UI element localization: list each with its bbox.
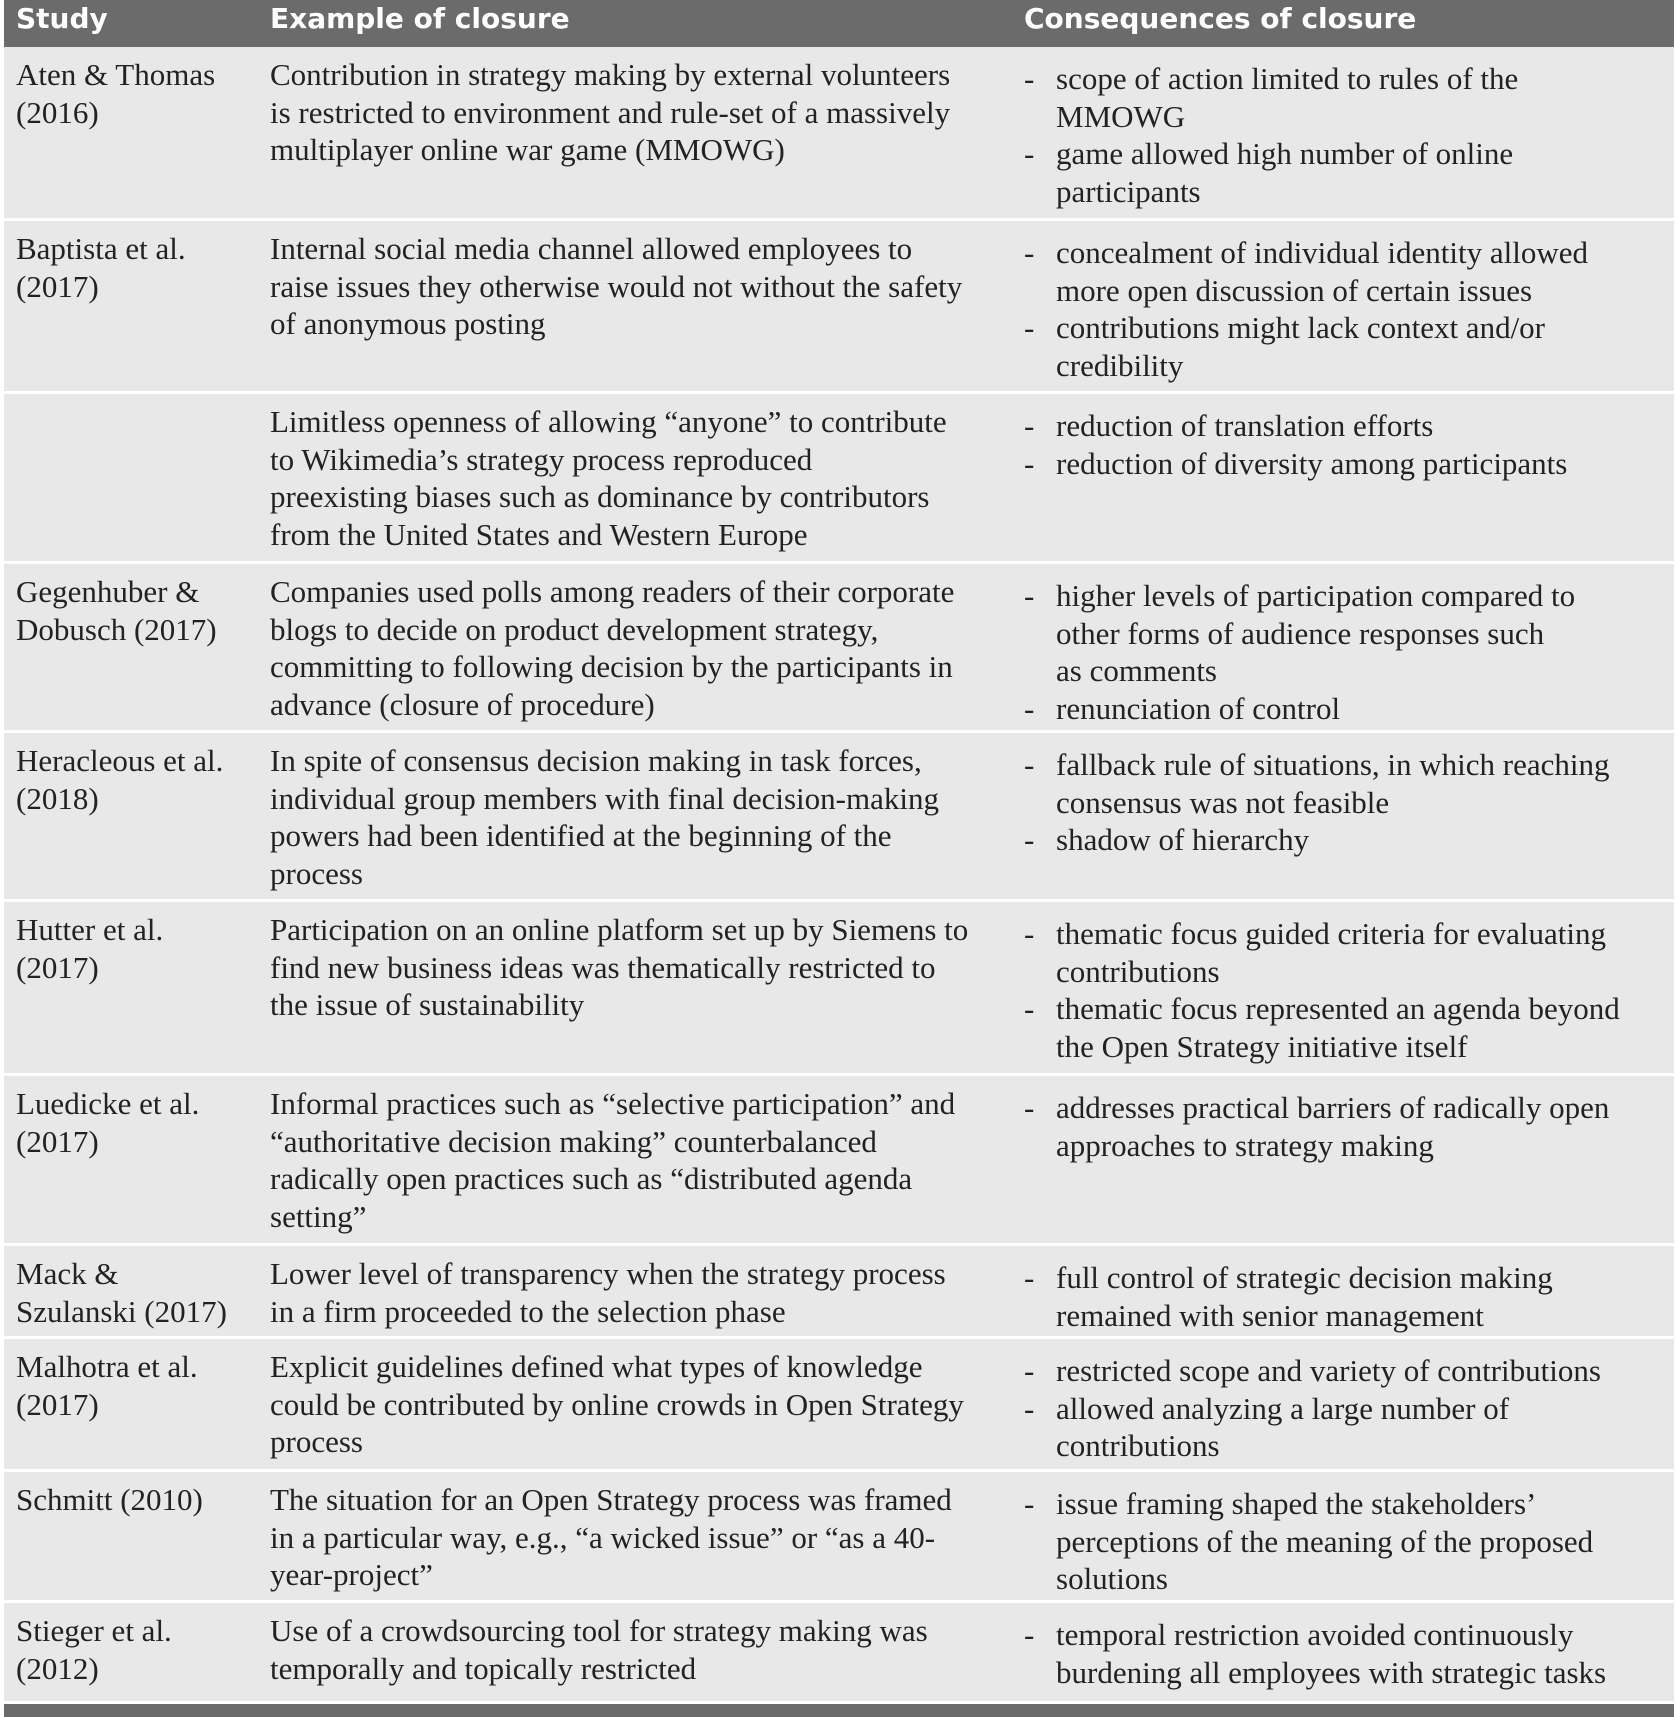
table-row — [4, 733, 1674, 902]
text-line: (2016) — [16, 94, 99, 130]
text-line: Use of a crowdsourcing tool for strategy making was — [270, 1613, 928, 1648]
text-line: process — [270, 855, 363, 891]
consequences-cell — [1024, 394, 1674, 482]
text-line: Gegenhuber & — [16, 574, 200, 609]
study-cell — [16, 733, 261, 817]
text-line: to Wikimedia’s strategy process reproduced — [270, 441, 813, 477]
text-line: in a firm proceeded to the selection phase — [270, 1293, 786, 1329]
dash-bullet-icon: - — [1024, 445, 1035, 481]
consequence-item — [1024, 990, 1674, 1065]
text-line: other forms of audience responses such — [1056, 615, 1545, 651]
text-line: burdening all employees with strategic tasks — [1056, 1654, 1607, 1690]
text-line: The situation for an Open Strategy process was framed — [270, 1482, 952, 1517]
text-line: Contribution in strategy making by external volunteers — [270, 57, 951, 92]
consequence-item — [1024, 1089, 1674, 1164]
text-line: from the United States and Western Europe — [270, 516, 808, 552]
text-line: (2017) — [16, 949, 99, 985]
example-cell — [270, 1076, 1010, 1235]
example-cell — [270, 902, 1010, 1024]
consequences-cell — [1024, 733, 1674, 859]
text-line: (2017) — [16, 268, 99, 304]
dash-bullet-icon: - — [1024, 1090, 1035, 1125]
table-header — [4, 0, 1674, 47]
text-line: concealment of individual identity allowed — [1056, 235, 1589, 270]
text-line: Participation on an online platform set up by Siemens to — [270, 912, 969, 947]
text-line: credibility — [1056, 347, 1184, 383]
text-line: advance (closure of procedure) — [270, 686, 655, 722]
text-line: the Open Strategy initiative itself — [1056, 1028, 1468, 1064]
text-line: Aten & Thomas — [16, 57, 216, 92]
text-line: contributions — [1056, 1428, 1220, 1463]
example-cell — [270, 1246, 1010, 1330]
consequence-item — [1024, 577, 1674, 690]
dash-bullet-icon: - — [1024, 991, 1035, 1026]
text-line: Informal practices such as “selective participation” and — [270, 1086, 956, 1121]
table-row — [4, 902, 1674, 1076]
text-line: Limitless openness of allowing “anyone” to contribute — [270, 404, 947, 439]
consequence-item — [1024, 1485, 1674, 1598]
text-line: thematic focus guided criteria for evaluating — [1056, 916, 1607, 951]
text-line: preexisting biases such as dominance by contributors — [270, 479, 930, 514]
text-line: of anonymous posting — [270, 306, 546, 341]
dash-bullet-icon: - — [1024, 235, 1035, 270]
text-line: remained with senior management — [1056, 1297, 1484, 1333]
text-line: scope of action limited to rules of the — [1056, 61, 1519, 96]
text-line: individual group members with final decision-making — [270, 780, 939, 816]
text-line: fallback rule of situations, in which reaching — [1056, 747, 1610, 782]
consequence-item — [1024, 1390, 1674, 1465]
text-line: approaches to strategy making — [1056, 1127, 1434, 1163]
consequence-item — [1024, 407, 1674, 445]
dash-bullet-icon: - — [1024, 310, 1035, 345]
header-study: Study — [16, 2, 108, 35]
text-line: setting” — [270, 1198, 367, 1234]
consequence-item — [1024, 915, 1674, 990]
text-line: Schmitt (2010) — [16, 1482, 203, 1517]
text-line: Malhotra et al. — [16, 1349, 198, 1384]
example-cell — [270, 1603, 1010, 1687]
table-row — [4, 1246, 1674, 1339]
text-line: is restricted to environment and rule-set of a massively — [270, 94, 951, 130]
consequences-cell — [1024, 47, 1674, 210]
dash-bullet-icon: - — [1024, 1353, 1035, 1388]
consequence-item — [1024, 1259, 1674, 1334]
consequence-item — [1024, 445, 1674, 483]
table-row — [4, 47, 1674, 221]
consequences-cell — [1024, 902, 1674, 1065]
text-line: Baptista et al. — [16, 231, 186, 266]
consequence-item — [1024, 1352, 1674, 1390]
dash-bullet-icon: - — [1024, 747, 1035, 782]
text-line: in a particular way, e.g., “a wicked issue” or “as a 40- — [270, 1519, 936, 1555]
text-line: addresses practical barriers of radically open — [1056, 1090, 1610, 1125]
text-line: renunciation of control — [1056, 690, 1341, 726]
consequences-cell — [1024, 564, 1674, 727]
consequence-item — [1024, 309, 1674, 384]
consequences-cell — [1024, 1076, 1674, 1164]
dash-bullet-icon: - — [1024, 1617, 1035, 1652]
consequences-cell — [1024, 1603, 1674, 1691]
text-line: Hutter et al. — [16, 912, 164, 947]
study-cell — [16, 1472, 261, 1519]
text-line: reduction of diversity among participants — [1056, 445, 1568, 481]
text-line: contributions — [1056, 953, 1220, 989]
text-line: reduction of translation efforts — [1056, 408, 1434, 443]
text-line: (2017) — [16, 1123, 99, 1159]
bottom-rule — [4, 1704, 1674, 1717]
table-row — [4, 1339, 1674, 1472]
example-cell — [270, 221, 1010, 343]
text-line: find new business ideas was thematically restricted to — [270, 949, 936, 985]
dash-bullet-icon: - — [1024, 1486, 1035, 1521]
example-cell — [270, 1339, 1010, 1461]
text-line: shadow of hierarchy — [1056, 822, 1310, 857]
study-cell — [16, 47, 261, 131]
study-cell — [16, 394, 261, 403]
consequence-item — [1024, 60, 1674, 135]
dash-bullet-icon: - — [1024, 690, 1035, 726]
text-line: Szulanski (2017) — [16, 1293, 227, 1329]
text-line: powers had been identified at the beginning of the — [270, 818, 892, 853]
text-line: In spite of consensus decision making in task forces, — [270, 743, 922, 778]
text-line: radically open practices such as “distributed agenda — [270, 1161, 913, 1196]
study-cell — [16, 1246, 261, 1330]
text-line: issue framing shaped the stakeholders’ — [1056, 1486, 1537, 1521]
study-cell — [16, 1339, 261, 1423]
dash-bullet-icon: - — [1024, 916, 1035, 951]
consequence-item — [1024, 821, 1674, 859]
dash-bullet-icon: - — [1024, 408, 1035, 443]
example-cell — [270, 564, 1010, 723]
text-line: restricted scope and variety of contributions — [1056, 1353, 1601, 1388]
consequence-item — [1024, 690, 1674, 728]
text-line: Heracleous et al. — [16, 743, 224, 778]
text-line: (2017) — [16, 1386, 99, 1422]
study-cell — [16, 902, 261, 986]
consequences-cell — [1024, 1339, 1674, 1465]
text-line: year-project” — [270, 1557, 433, 1592]
text-line: could be contributed by online crowds in Open Strategy — [270, 1386, 964, 1422]
study-cell — [16, 1076, 261, 1160]
study-cell — [16, 1603, 261, 1687]
text-line: Mack & — [16, 1256, 119, 1291]
consequence-item — [1024, 234, 1674, 309]
header-consequences: Consequences of closure — [1024, 2, 1417, 35]
consequences-cell — [1024, 1246, 1674, 1334]
consequence-item — [1024, 1616, 1674, 1691]
text-line: as comments — [1056, 653, 1217, 688]
consequence-item — [1024, 135, 1674, 210]
text-line: Companies used polls among readers of their corporate — [270, 574, 955, 609]
text-line: committing to following decision by the participants in — [270, 649, 953, 684]
text-line: the issue of sustainability — [270, 987, 585, 1022]
text-line: thematic focus represented an agenda beyond — [1056, 991, 1620, 1026]
dash-bullet-icon: - — [1024, 61, 1035, 96]
dash-bullet-icon: - — [1024, 822, 1035, 857]
text-line: Lower level of transparency when the strategy process — [270, 1256, 946, 1291]
text-line: perceptions of the meaning of the proposed — [1056, 1523, 1594, 1559]
text-line: (2012) — [16, 1650, 99, 1686]
dash-bullet-icon: - — [1024, 1260, 1035, 1295]
closure-table — [4, 0, 1674, 1717]
text-line: Explicit guidelines defined what types of knowledge — [270, 1349, 923, 1384]
text-line: multiplayer online war game (MMOWG) — [270, 132, 785, 167]
consequence-item — [1024, 746, 1674, 821]
text-line: game allowed high number of online — [1056, 136, 1514, 171]
consequences-cell — [1024, 1472, 1674, 1598]
table-row — [4, 564, 1674, 733]
text-line: Internal social media channel allowed employees to — [270, 231, 913, 266]
text-line: blogs to decide on product development strategy, — [270, 611, 879, 647]
header-example: Example of closure — [270, 2, 570, 35]
text-line: participants — [1056, 173, 1201, 209]
study-cell — [16, 564, 261, 648]
text-line: solutions — [1056, 1561, 1168, 1596]
example-cell — [270, 47, 1010, 169]
text-line: process — [270, 1424, 363, 1459]
text-line: MMOWG — [1056, 98, 1186, 134]
text-line: more open discussion of certain issues — [1056, 272, 1533, 308]
study-cell — [16, 221, 261, 305]
dash-bullet-icon: - — [1024, 1390, 1035, 1426]
text-line: Luedicke et al. — [16, 1086, 200, 1121]
table-row — [4, 221, 1674, 394]
table-row — [4, 1076, 1674, 1246]
example-cell — [270, 1472, 1010, 1594]
text-line: full control of strategic decision making — [1056, 1260, 1553, 1295]
text-line: higher levels of participation compared to — [1056, 578, 1576, 613]
text-line: raise issues they otherwise would not without the safety — [270, 268, 963, 304]
text-line: allowed analyzing a large number of — [1056, 1390, 1510, 1426]
example-cell — [270, 394, 1010, 553]
text-line: (2018) — [16, 780, 99, 816]
example-cell — [270, 733, 1010, 892]
table-row — [4, 1603, 1674, 1704]
table-row — [4, 1472, 1674, 1603]
dash-bullet-icon: - — [1024, 578, 1035, 613]
text-line: “authoritative decision making” counterbalanced — [270, 1123, 877, 1159]
table-row — [4, 394, 1674, 564]
text-line: temporal restriction avoided continuously — [1056, 1617, 1574, 1652]
consequences-cell — [1024, 221, 1674, 384]
text-line: Stieger et al. — [16, 1613, 172, 1648]
text-line: consensus was not feasible — [1056, 784, 1390, 820]
dash-bullet-icon: - — [1024, 136, 1035, 171]
text-line: contributions might lack context and/or — [1056, 310, 1546, 345]
text-line: Dobusch (2017) — [16, 611, 217, 647]
text-line: temporally and topically restricted — [270, 1650, 697, 1686]
